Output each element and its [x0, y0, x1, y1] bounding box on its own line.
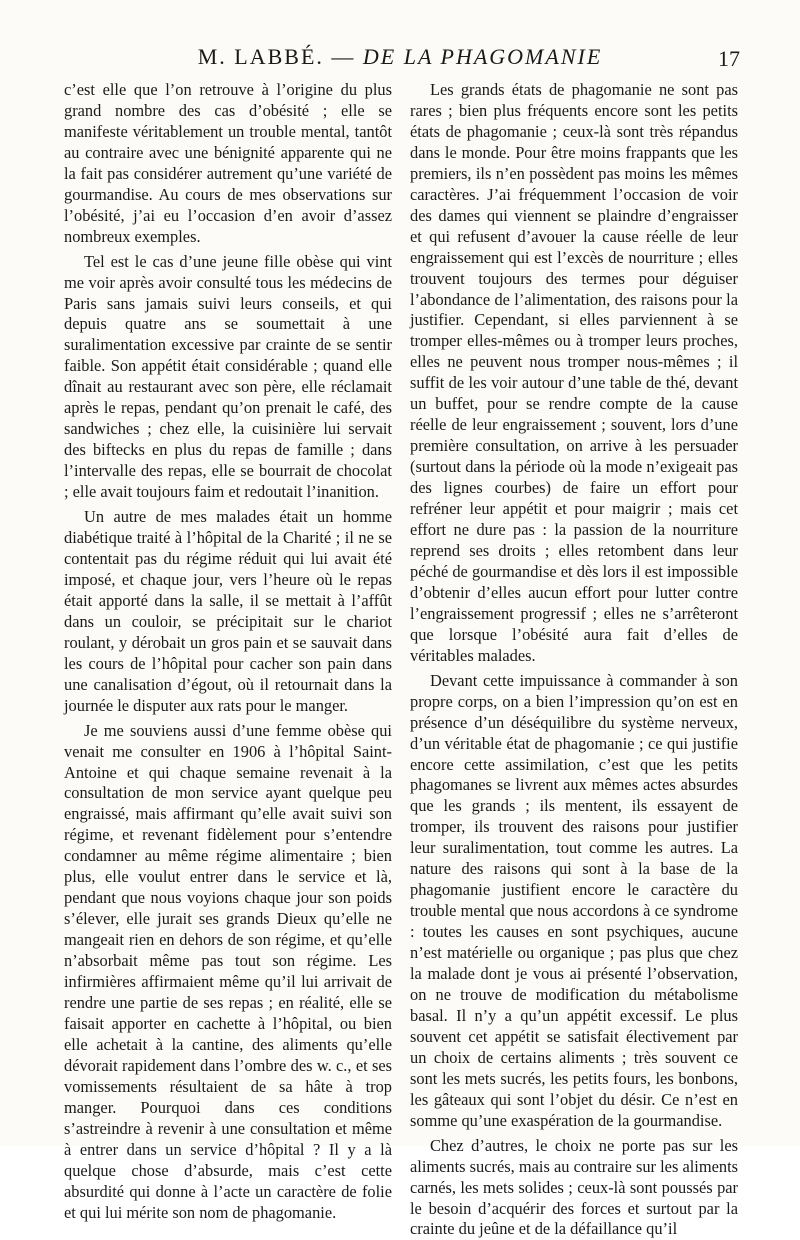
paragraph: Devant cette impuissance à commander à son propre corps, on a bien l’impression qu’on est en présence d’un déséquilibre du système nerveux, d’un véritable état de phagomanie ; ce qui justifie encore cette assimilation, c’est que les petits phagomanes se livrent aux mêmes actes absurdes que les grands ; ils mentent, ils essayent de tromper, ils trouvent des raisons pour justifier leur suralimentation, tout comme les autres. La nature des raisons qui sont à la base de la phagomanie justifient encore le caractère du trouble mental que nous accordons à ce syndrome : toutes les causes en sont psychiques, aucune n’est matérielle ou organique ; pas plus que chez la malade dont je vous ai présenté l’observation, on ne trouve de modification du métabolisme basal. Il n’y a qu’un appétit excessif. Le plus souvent cet appétit se satisfait électivement par un choix de certains aliments ; très souvent ce sont les mets sucrés, les petits fours, les bonbons, les gâteaux qui sont l’objet du désir. Ce n’est en somme qu’une exaspération de la gourmandise. — [410, 670, 738, 1130]
header-author: M. LABBÉ. — [197, 44, 324, 69]
header-article-title: DE LA PHAGOMANIE — [362, 44, 603, 69]
page-number: 17 — [718, 46, 740, 71]
header-title — [60, 44, 740, 70]
paragraph: Chez d’autres, le choix ne porte pas sur les aliments sucrés, mais au contraire sur les aliments carnés, les mets solides ; ceux-là sont poussés par le besoin d’acquérir des forces et surtout par la crainte du jeûne et de la défaillance qu’il — [410, 1135, 738, 1239]
left-column — [64, 80, 392, 1223]
header-dash: — — [323, 44, 363, 69]
running-header — [60, 44, 740, 76]
paragraph: Les grands états de phagomanie ne sont pas rares ; bien plus fréquents encore sont les petits états de phagomanie ; ceux-là sont très répandus dans le monde. Pour être moins frappants que les premiers, ils n’en possèdent pas moins les mêmes caractères. J’ai fréquemment l’occasion de voir des dames qui viennent se plaindre d’engraisser et qui refusent d’avouer la cause réelle de leur engraissement qui est l’excès de nourriture ; elles trouvent toujours des termes pour déguiser l’abondance de l’alimentation, des raisons pour la justifier. Cependant, si elles parviennent à se tromper elles-mêmes ou à tromper leurs proches, elles ne peuvent nous tromper nous-mêmes ; il suffit de les voir autour d’une table de thé, devant un buffet, pour se rendre compte de la cause réelle de leur engraissement ; souvent, lors d’une première consultation, on arrive à les persuader (surtout dans la période où la mode n’exigeait pas des lignes courbes) de faire un effort pour refréner leur appétit et pour maigrir ; mais cet effort ne dure pas : la passion de la nourriture reprend ses droits ; elles retombent dans leur péché de gourmandise et dès lors il est impossible d’obtenir d’elles aucun effort pour lutter contre l’engraissement progressif ; elles ne s’arrêteront que lorsque l’obésité aura fait d’elles de véritables malades. — [410, 80, 738, 665]
paragraph: Un autre de mes malades était un homme diabétique traité à l’hôpital de la Charité ; il ne se contentait pas du régime réduit qui lui avait été imposé, et chaque jour, vers l’heure où le repas était apporté dans la salle, il se mettait à l’affût dans un couloir, se précipitait sur le chariot roulant, y dérobait un gros pain et se sauvait dans les cours de l’hôpital pour cacher son pain dans une canalisation d’égout, où il retournait dans la journée le disputer aux rats pour le manger. — [64, 507, 392, 715]
paragraph: c’est elle que l’on retrouve à l’origine du plus grand nombre des cas d’obésité ; elle se manifeste véritablement un trouble mental, tantôt au contraire avec une bénignité apparente qui ne la fait pas considérer autrement qu’une variété de gourmandise. Au cours de mes observations sur l’obésité, j’ai eu l’occasion d’en avoir d’assez nombreux exemples. — [64, 80, 392, 246]
paragraph: Je me souviens aussi d’une femme obèse qui venait me consulter en 1906 à l’hôpital Saint-Antoine et qui chaque semaine revenait à la consultation de mon service ayant quelque peu engraissé, mais affirmant qu’elle avait suivi son régime, et revenant fidèlement pour s’entendre condamner au même régime alimentaire ; bien plus, elle voulut entrer dans le service et là, pendant que nous voyions chaque jour son poids s’élever, elle jurait ses grands Dieux qu’elle ne mangeait rien en dehors de son régime, et qu’elle n’absorbait même pas tout son régime. Les infirmières affirmaient même qu’il lui arrivait de rendre une partie de ses repas ; en réalité, elle se faisait apporter en cachette à l’hôpital, ou bien elle achetait à la cantine, des aliments qu’elle dévorait rapidement dans l’ombre des w. c., et ses vomissements résultaient de sa hâte à trop manger. Pourquoi dans ces conditions s’astreindre à revenir à une consultation et même à entrer dans un service d’hôpital ? Il y a là quelque chose d’absurde, mais c’est cette absurdité qui donne à l’acte un caractère de folie et qui lui mérite son nom de phagomanie. — [64, 720, 392, 1222]
right-column — [410, 80, 738, 1240]
paragraph: Tel est le cas d’une jeune fille obèse qui vint me voir après avoir consulté tous les médecins de Paris sans jamais suivi leurs conseils, et qui depuis quatre ans se soumettait à une suralimentation excessive par crainte de se sentir faible. Son appétit était considérable ; quand elle dînait au restaurant avec son père, elle réclamait après le repas, pendant qu’on prenait le café, des sandwiches ; chez elle, la cuisinière lui servait des biftecks en plus du repas de famille ; dans l’intervalle des repas, elle se bourrait de chocolat ; elle avait toujours faim et redoutait l’inanition. — [64, 251, 392, 502]
